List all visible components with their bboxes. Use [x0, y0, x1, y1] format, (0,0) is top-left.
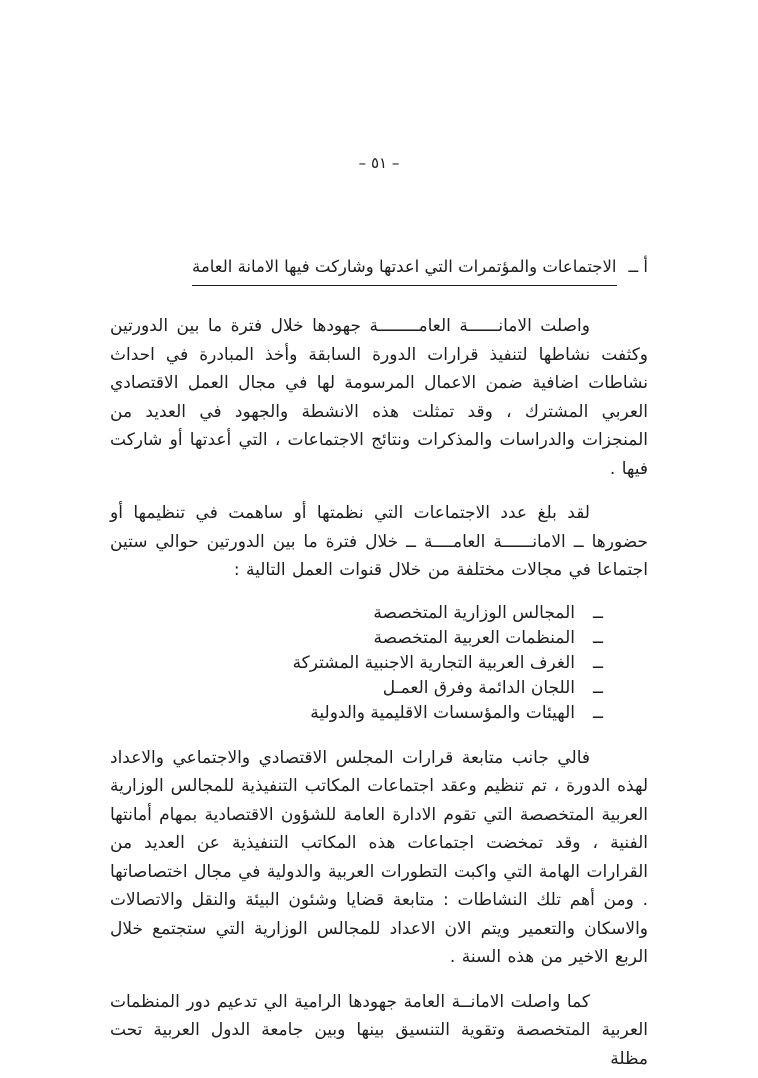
list-item [110, 601, 603, 626]
list-item [110, 701, 603, 726]
list-item [110, 651, 603, 676]
list-item-text: المجالس الوزارية المتخصصة [373, 602, 576, 623]
list-item-text: الهيئات والمؤسسات الاقليمية والدولية [310, 702, 576, 723]
paragraph-ministerial-councils: فالي جانب متابعة قرارات المجلس الاقتصادي والاجتماعي والاعداد لهذه الدورة ، تم تنظيم وعقد اجتماعات المكاتب التنفيذية للمجالس الوزارية العربية المتخصصة التي تقوم الادارة العامة للشؤون الاقتصادية بمهام أمانتها الفنية ، وقد تمخضت اجتماعات هذه المكاتب التنفيذية عن العديد من القرارات الهامة التي واكبت التطورات العربية والدولية في مجال اختصاصاتها . ومن أهم تلك النشاطات : متابعة قضايا وشئون البيئة والنقل والاتصالات والاسكان والتعمير ويتم الان الاعداد للمجالس الوزارية التي ستجتمع خلال الربع الاخير من هذه السنة . [110, 747, 648, 967]
list-item-text: المنظمات العربية المتخصصة [373, 627, 576, 648]
paragraph-supporting-organizations: كما واصلت الامانــة العامة جهودها الرامية الي تدعيم دور المنظمات العربية المتخصصة وتقوية التنسيق بينها وبين جامعة الدول العربية تحت مظلة [110, 991, 648, 1069]
list-item-text: اللجان الدائمة وفرق العمـل [382, 677, 576, 698]
work-channels-list [110, 601, 648, 726]
list-item-text: الغرف العربية التجارية الاجنبية المشتركة [292, 652, 576, 673]
list-dash-icon: ــ [593, 702, 603, 723]
list-item [110, 676, 603, 701]
list-item [110, 626, 603, 651]
section-letter-marker: أ ــ [628, 257, 648, 276]
paragraph-meetings-count: لقد بلغ عدد الاجتماعات التي نظمتها أو ساهمت في تنظيمها أو حضورها ــ الامانــــــة العامــــة ــ خلال فترة ما بين الدورتين حوالي ستين اجتماعا في مجالات مختلفة من خلال قنوات العمل التالية : [110, 503, 648, 580]
section-title: الاجتماعات والمؤتمرات التي اعدتها وشاركت فيها الامانة العامة [192, 254, 616, 286]
list-dash-icon: ــ [593, 602, 603, 623]
list-dash-icon: ــ [593, 627, 603, 648]
list-dash-icon: ــ [593, 652, 603, 673]
section-heading [110, 254, 648, 286]
list-dash-icon: ــ [593, 677, 603, 698]
paragraph-efforts-between-sessions: واصلت الامانــــــة العامــــــــة جهودها خلال فترة ما بين الدورتين وكثفت نشاطها لتنفيذ قرارات الدورة السابقة وأخذ المبادرة في احداث نشاطات اضافية ضمن الاعمال المرسومة لها في مجال العمل الاقتصادي العربي المشترك ، وقد تمثلت هذه الانشطة والجهود في العديد من المنجزات والدراسات والمذكرات ونتائج الاجتماعات ، التي أعدتها أو شاركت فيها . [110, 316, 648, 479]
page-number: – ٥١ – [358, 154, 400, 172]
